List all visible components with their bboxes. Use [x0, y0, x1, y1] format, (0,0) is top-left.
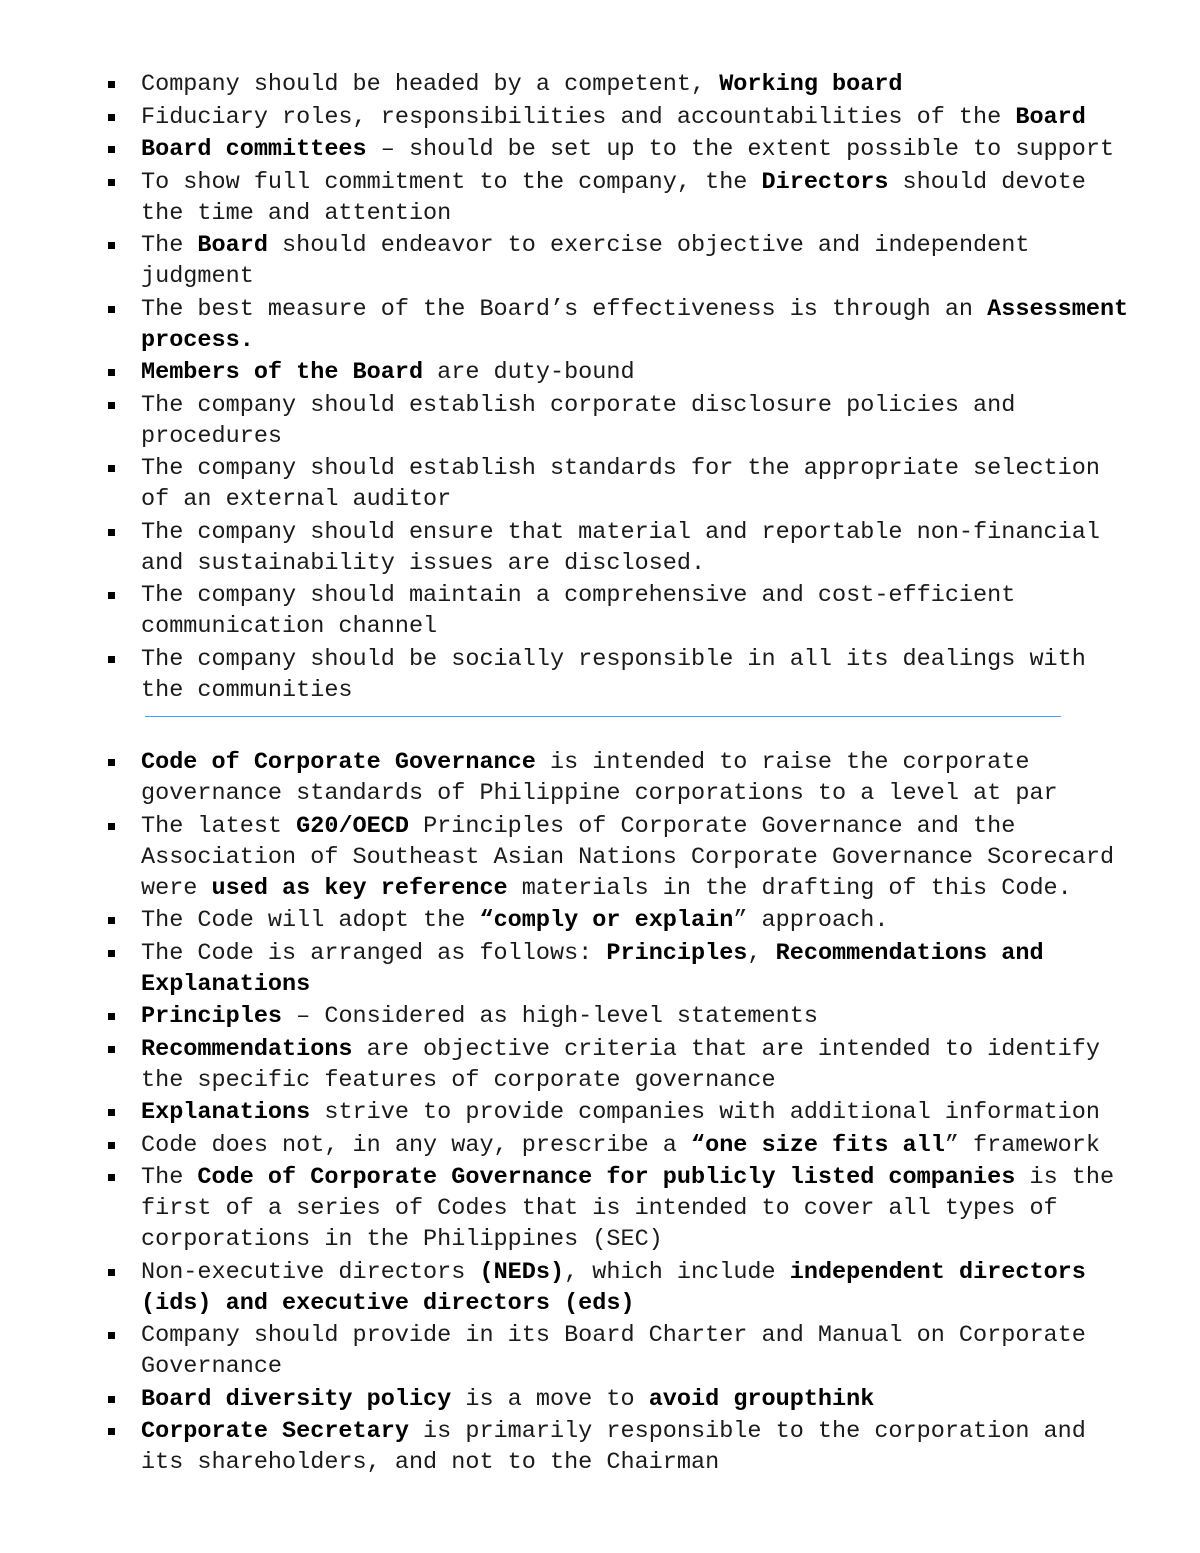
bold-text: used as key reference — [211, 874, 508, 902]
bold-text: (NEDs) — [479, 1258, 565, 1286]
body-text: The Code will adopt the — [141, 907, 480, 934]
body-text: To show full commitment to the company, the — [141, 168, 762, 196]
list-item — [0, 1097, 1200, 1128]
bold-text: avoid groupthink — [648, 1385, 875, 1413]
body-text: is the first of a series of Codes that is intended to cover all types of corporations in the Philippines (SEC) — [141, 1164, 1115, 1253]
bold-text: Directors — [761, 168, 889, 196]
body-text: The — [141, 232, 198, 259]
bold-text: Members of the Board — [141, 359, 424, 386]
list-item — [0, 453, 1200, 515]
square-bullet-icon — [108, 1428, 115, 1435]
square-bullet-icon — [108, 1332, 115, 1339]
square-bullet-icon — [108, 114, 115, 121]
list-item — [0, 644, 1200, 706]
list-item — [0, 294, 1200, 356]
bold-text: Board diversity policy — [141, 1385, 452, 1413]
body-text: Company should be headed by a competent, — [141, 71, 720, 98]
list-item — [0, 134, 1200, 165]
square-bullet-icon — [108, 1013, 115, 1020]
list-item — [0, 1130, 1200, 1161]
body-text: , which include — [564, 1258, 790, 1286]
list-item — [0, 1320, 1200, 1382]
list-item — [0, 102, 1200, 133]
section-divider — [145, 716, 1061, 717]
body-text: ” framework — [944, 1131, 1100, 1159]
bold-text: Corporate Secretary — [141, 1418, 409, 1445]
body-text: The best measure of the Board’s effectiveness is through an — [141, 295, 988, 323]
square-bullet-icon — [108, 402, 115, 409]
body-text: is a move to — [451, 1385, 649, 1413]
square-bullet-icon — [108, 146, 115, 153]
body-text: Principles of Corporate Governance and the Association of Southeast Asian Nations Corporate Governance Scorecard were — [141, 812, 1115, 902]
bold-text: Board committees — [141, 136, 367, 163]
body-text: The company should establish corporate disclosure policies and procedures — [141, 391, 1016, 450]
list-item — [0, 905, 1200, 936]
list-item — [0, 811, 1200, 904]
body-text: , — [747, 939, 776, 967]
list-item — [0, 1162, 1200, 1255]
body-text: strive to provide companies with additional information — [310, 1099, 1100, 1126]
body-text: should endeavor to exercise objective and independent judgment — [141, 232, 1030, 290]
square-bullet-icon — [108, 369, 115, 376]
bold-text: Board — [197, 232, 268, 259]
square-bullet-icon — [108, 592, 115, 599]
list-item — [0, 580, 1200, 642]
square-bullet-icon — [108, 823, 115, 830]
body-text: should devote the time and attention — [141, 168, 1086, 227]
body-text: – should be set up to the extent possible to support — [366, 136, 1115, 163]
body-text: materials in the drafting of this Code. — [507, 874, 1072, 902]
list-item — [0, 517, 1200, 579]
body-text: ” approach. — [733, 907, 889, 934]
square-bullet-icon — [108, 759, 115, 766]
body-text: is primarily responsible to the corporation and its shareholders, and not to the Chairman — [141, 1418, 1086, 1476]
list-item — [0, 390, 1200, 452]
square-bullet-icon — [108, 1046, 115, 1053]
bullet-list-code-overview — [0, 747, 1200, 1480]
bold-text: Principles — [141, 1003, 283, 1030]
list-item — [0, 1257, 1200, 1319]
body-text: The company should establish standards for the appropriate selection of an external auditor — [141, 455, 1100, 513]
body-text: Non-executive directors — [141, 1258, 480, 1286]
body-text: are duty-bound — [423, 359, 635, 386]
list-item — [0, 1384, 1200, 1415]
list-item — [0, 167, 1200, 229]
list-item — [0, 357, 1200, 388]
bold-text: G20/OECD — [296, 812, 409, 840]
bold-text: “one size fits all — [691, 1131, 945, 1159]
square-bullet-icon — [108, 917, 115, 924]
square-bullet-icon — [108, 179, 115, 186]
list-item — [0, 230, 1200, 292]
square-bullet-icon — [108, 1174, 115, 1181]
square-bullet-icon — [108, 950, 115, 957]
body-text: Code does not, in any way, prescribe a — [141, 1131, 691, 1159]
body-text: The latest — [141, 812, 297, 840]
square-bullet-icon — [108, 242, 115, 249]
list-item — [0, 1416, 1200, 1478]
list-item — [0, 69, 1200, 100]
body-text: Company should provide in its Board Charter and Manual on Corporate Governance — [141, 1322, 1086, 1380]
bold-text: “comply or explain — [479, 907, 734, 934]
bold-text: Recommendations — [141, 1035, 353, 1063]
square-bullet-icon — [108, 1109, 115, 1116]
square-bullet-icon — [108, 81, 115, 88]
bold-text: Code of Corporate Governance for publicly listed companies — [197, 1164, 1016, 1191]
square-bullet-icon — [108, 529, 115, 536]
bold-text: Code of Corporate Governance — [141, 749, 536, 776]
bold-text: independent directors (ids) and executive directors (eds) — [141, 1258, 1086, 1317]
body-text: The company should be socially responsible in all its dealings with the communities — [141, 645, 1086, 704]
bullet-list-board-principles — [0, 69, 1200, 707]
body-text: The — [141, 1164, 198, 1191]
list-item — [0, 1001, 1200, 1032]
list-item — [0, 938, 1200, 1000]
square-bullet-icon — [108, 465, 115, 472]
bold-text: Explanations — [141, 1099, 311, 1126]
body-text: The company should maintain a comprehensive and cost-efficient communication channel — [141, 582, 1016, 640]
square-bullet-icon — [108, 1269, 115, 1276]
list-item — [0, 747, 1200, 809]
square-bullet-icon — [108, 656, 115, 663]
square-bullet-icon — [108, 1142, 115, 1149]
bold-text: Working board — [719, 71, 903, 98]
body-text: is intended to raise the corporate governance standards of Philippine corporations to a level at par — [141, 749, 1058, 807]
body-text: are objective criteria that are intended to identify the specific features of corporate governance — [141, 1035, 1100, 1094]
body-text: – Considered as high-level statements — [282, 1003, 818, 1030]
square-bullet-icon — [108, 306, 115, 313]
body-text: Fiduciary roles, responsibilities and accountabilities of the — [141, 103, 1016, 131]
list-item — [0, 1034, 1200, 1096]
bold-text: Board — [1015, 103, 1086, 131]
bold-text: Principles — [606, 939, 748, 967]
square-bullet-icon — [108, 1396, 115, 1403]
bold-text: Recommendations and Explanations — [141, 939, 1044, 998]
body-text: The Code is arranged as follows: — [141, 939, 607, 967]
body-text: The company should ensure that material and reportable non-financial and sustainability issues are disclosed. — [141, 518, 1100, 577]
bold-text: Assessment process. — [141, 295, 1129, 354]
